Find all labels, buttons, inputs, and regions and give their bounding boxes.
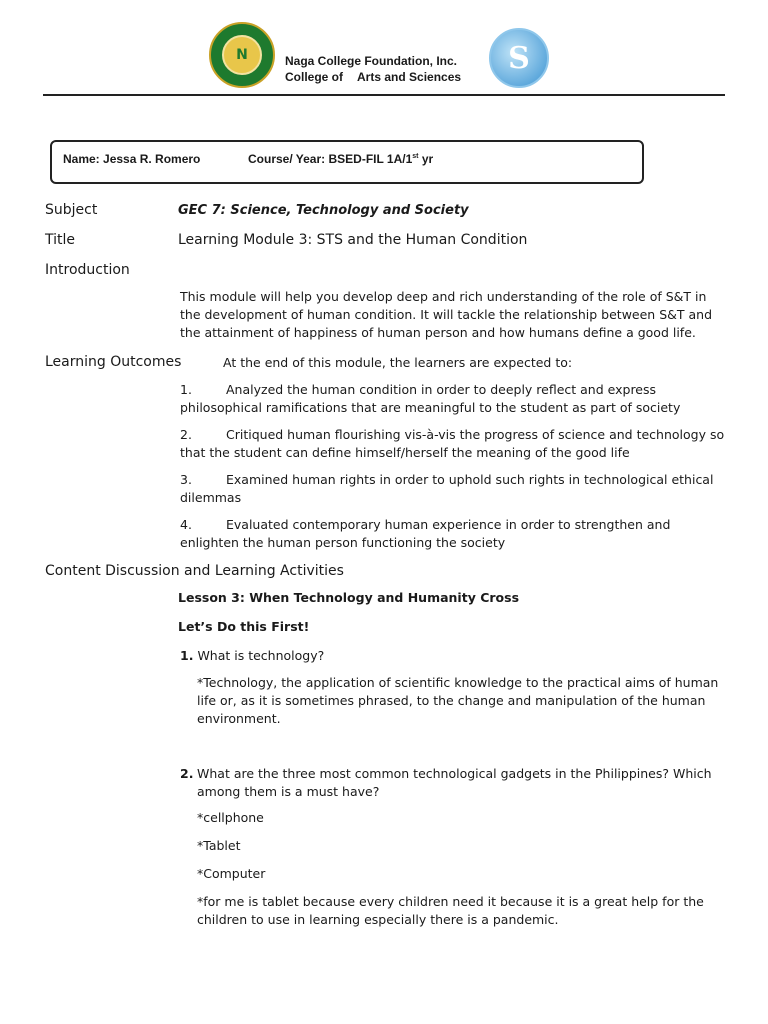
college-seal-center — [222, 35, 262, 75]
student-course: Course/ Year: BSED-FIL 1A/1st yr — [248, 152, 434, 166]
org-college: College of Arts and Sciences — [285, 70, 462, 84]
introduction-text: This module will help you develop deep and rich understanding of the role of S&T in the development of human condition. It will tackle the relationship between S&T and the attainment of happiness of human person and how humans define a good life. — [180, 289, 713, 340]
question-1: 1. What is technology? — [180, 648, 325, 663]
logo-glyph: S — [508, 40, 530, 76]
org-block — [285, 53, 461, 85]
seal-glyph: N — [236, 47, 248, 63]
org-name: Naga College Foundation, Inc. — [285, 54, 458, 68]
student-name: Name: Jessa R. Romero — [63, 152, 201, 166]
college-seal-logo — [209, 22, 275, 88]
subject-label: Subject — [45, 202, 98, 218]
outcome-item: 2. Critiqued human flourishing vis-à-vis the progress of science and technology so that the student can define himself/herself the meaning of the good life — [180, 427, 725, 460]
content-discussion-label: Content Discussion and Learning Activities — [45, 563, 344, 579]
outcome-item: 4. Evaluated contemporary human experience in order to strengthen and enlighten the human person functioning the society — [180, 517, 671, 550]
outcomes-label: Learning Outcomes — [45, 354, 182, 370]
outcome-item: 1. Analyzed the human condition in order to deeply reflect and express philosophical ramifications that are meaningful to the student as part of society — [180, 382, 681, 415]
answer-2-explanation: *for me is tablet because every children need it because it is a great help for the children to use in learning especially there is a pandemic. — [197, 894, 704, 927]
arts-sciences-logo — [489, 28, 549, 88]
title-label: Title — [45, 232, 76, 248]
title-value: Learning Module 3: STS and the Human Condition — [178, 232, 528, 248]
subject-value: GEC 7: Science, Technology and Society — [178, 203, 469, 218]
outcome-item: 3. Examined human rights in order to uphold such rights in technological ethical dilemmas — [180, 472, 714, 505]
introduction-label: Introduction — [45, 262, 130, 278]
answer-2-item: *cellphone — [197, 810, 264, 825]
answer-1: *Technology, the application of scientific knowledge to the practical aims of human life or, as it is sometimes phrased, to the change and manipulation of the human environment. — [197, 675, 719, 726]
answer-2-item: *Tablet — [197, 838, 241, 853]
answer-2-item: *Computer — [197, 866, 266, 881]
lesson-title: Lesson 3: When Technology and Humanity Cross — [178, 590, 520, 605]
lesson-subtitle: Let’s Do this First! — [178, 619, 310, 634]
header-divider — [43, 94, 725, 96]
question-2: 2. What are the three most common technological gadgets in the Philippines? Which among them is a must have? — [180, 766, 712, 799]
outcomes-intro: At the end of this module, the learners are expected to: — [223, 355, 573, 370]
